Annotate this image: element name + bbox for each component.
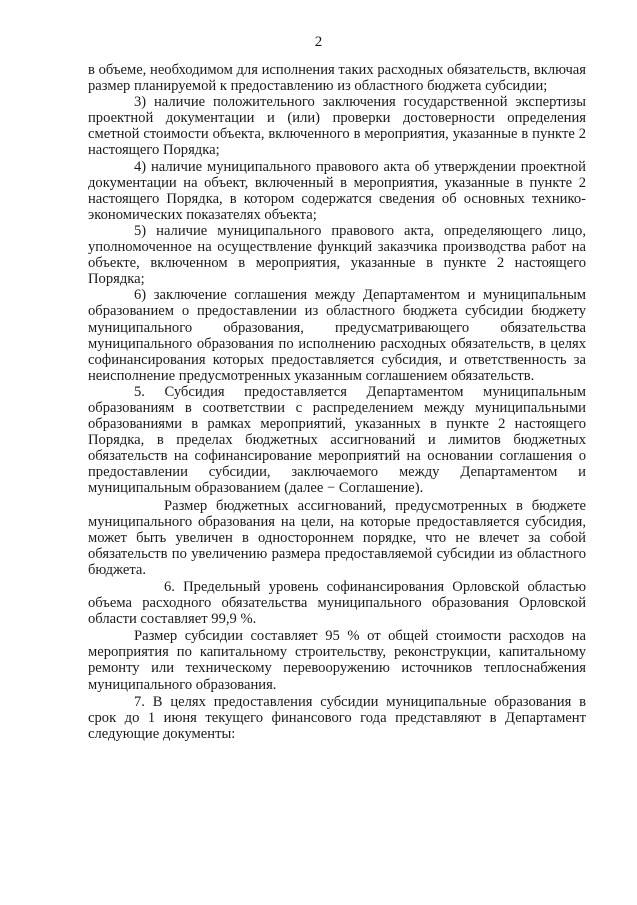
paragraph-continuation: в объеме, необходимом для исполнения таких расходных обязательств, включая размер планируемой к предоставлению из областного бюджета субсидии; xyxy=(88,62,586,95)
paragraph-subsidy-size: Размер субсидии составляет 95 % от общей стоимости расходов на мероприятия по капитальному строительству, реконструкции, капитальному ремонту или техническому перевооружению источников теплоснабжения муниципального образования. xyxy=(88,628,586,693)
paragraph-item-5: 5) наличие муниципального правового акта, определяющего лицо, уполномоченное на осуществление функций заказчика производства работ на объекте, включенном в мероприятия, указанные в пункте 2 настоящего Порядка; xyxy=(88,222,586,288)
paragraph-clause-7: 7. В целях предоставления субсидии муниципальные образования в срок до 1 июня текущего финансового года представляют в Департамент следующие документы: xyxy=(88,693,586,742)
paragraph-clause-5: 5. Субсидия предоставляется Департаментом муниципальным образованиям в соответствии с распределением между муниципальными образованиями в рамках мероприятий, указанных в пункте 2 настоящего Порядка, в пределах бюджетных ассигнований и лимитов бюджетных обязательств на софинансирование мероприятий на основании соглашения о предоставлении субсидии, заключаемого между Департаментом и муниципальным образованием (далее − Соглашение). xyxy=(88,383,586,497)
paragraph-clause-6: 6. Предельный уровень софинансирования Орловской областью объема расходного обязательства муниципального образования Орловской области составляет 99,9 %. xyxy=(88,579,586,628)
paragraph-item-6: 6) заключение соглашения между Департаментом и муниципальным образованием о предоставлении из областного бюджета субсидии бюджету муниципального образования, предусматривающего обязательства муниципального образования по исполнению расходных обязательств, в целях софинансирования которых предоставляется субсидия, и ответственность за неисполнение предусмотренных указанным соглашением обязательств. xyxy=(88,287,586,384)
document-body xyxy=(88,62,586,742)
paragraph-budget-size: Размер бюджетных ассигнований, предусмотренных в бюджете муниципального образования на цели, на которые предоставляется субсидия, может быть увеличен в одностороннем порядке, что не влечет за собой обязательств по увеличению размера предоставляемой субсидии из областного бюджета. xyxy=(88,497,586,578)
paragraph-item-3: 3) наличие положительного заключения государственной экспертизы проектной документации и (или) проверки достоверности определения сметной стоимости объекта, включенного в мероприятия, указанные в пункте 2 настоящего Порядка; xyxy=(88,94,586,159)
page-number: 2 xyxy=(314,34,323,50)
paragraph-item-4: 4) наличие муниципального правового акта об утверждении проектной документации на объект, включенный в мероприятия, указанные в пункте 2 настоящего Порядка, в котором содержатся сведения об основных технико-экономических показателях объекта; xyxy=(88,158,586,223)
